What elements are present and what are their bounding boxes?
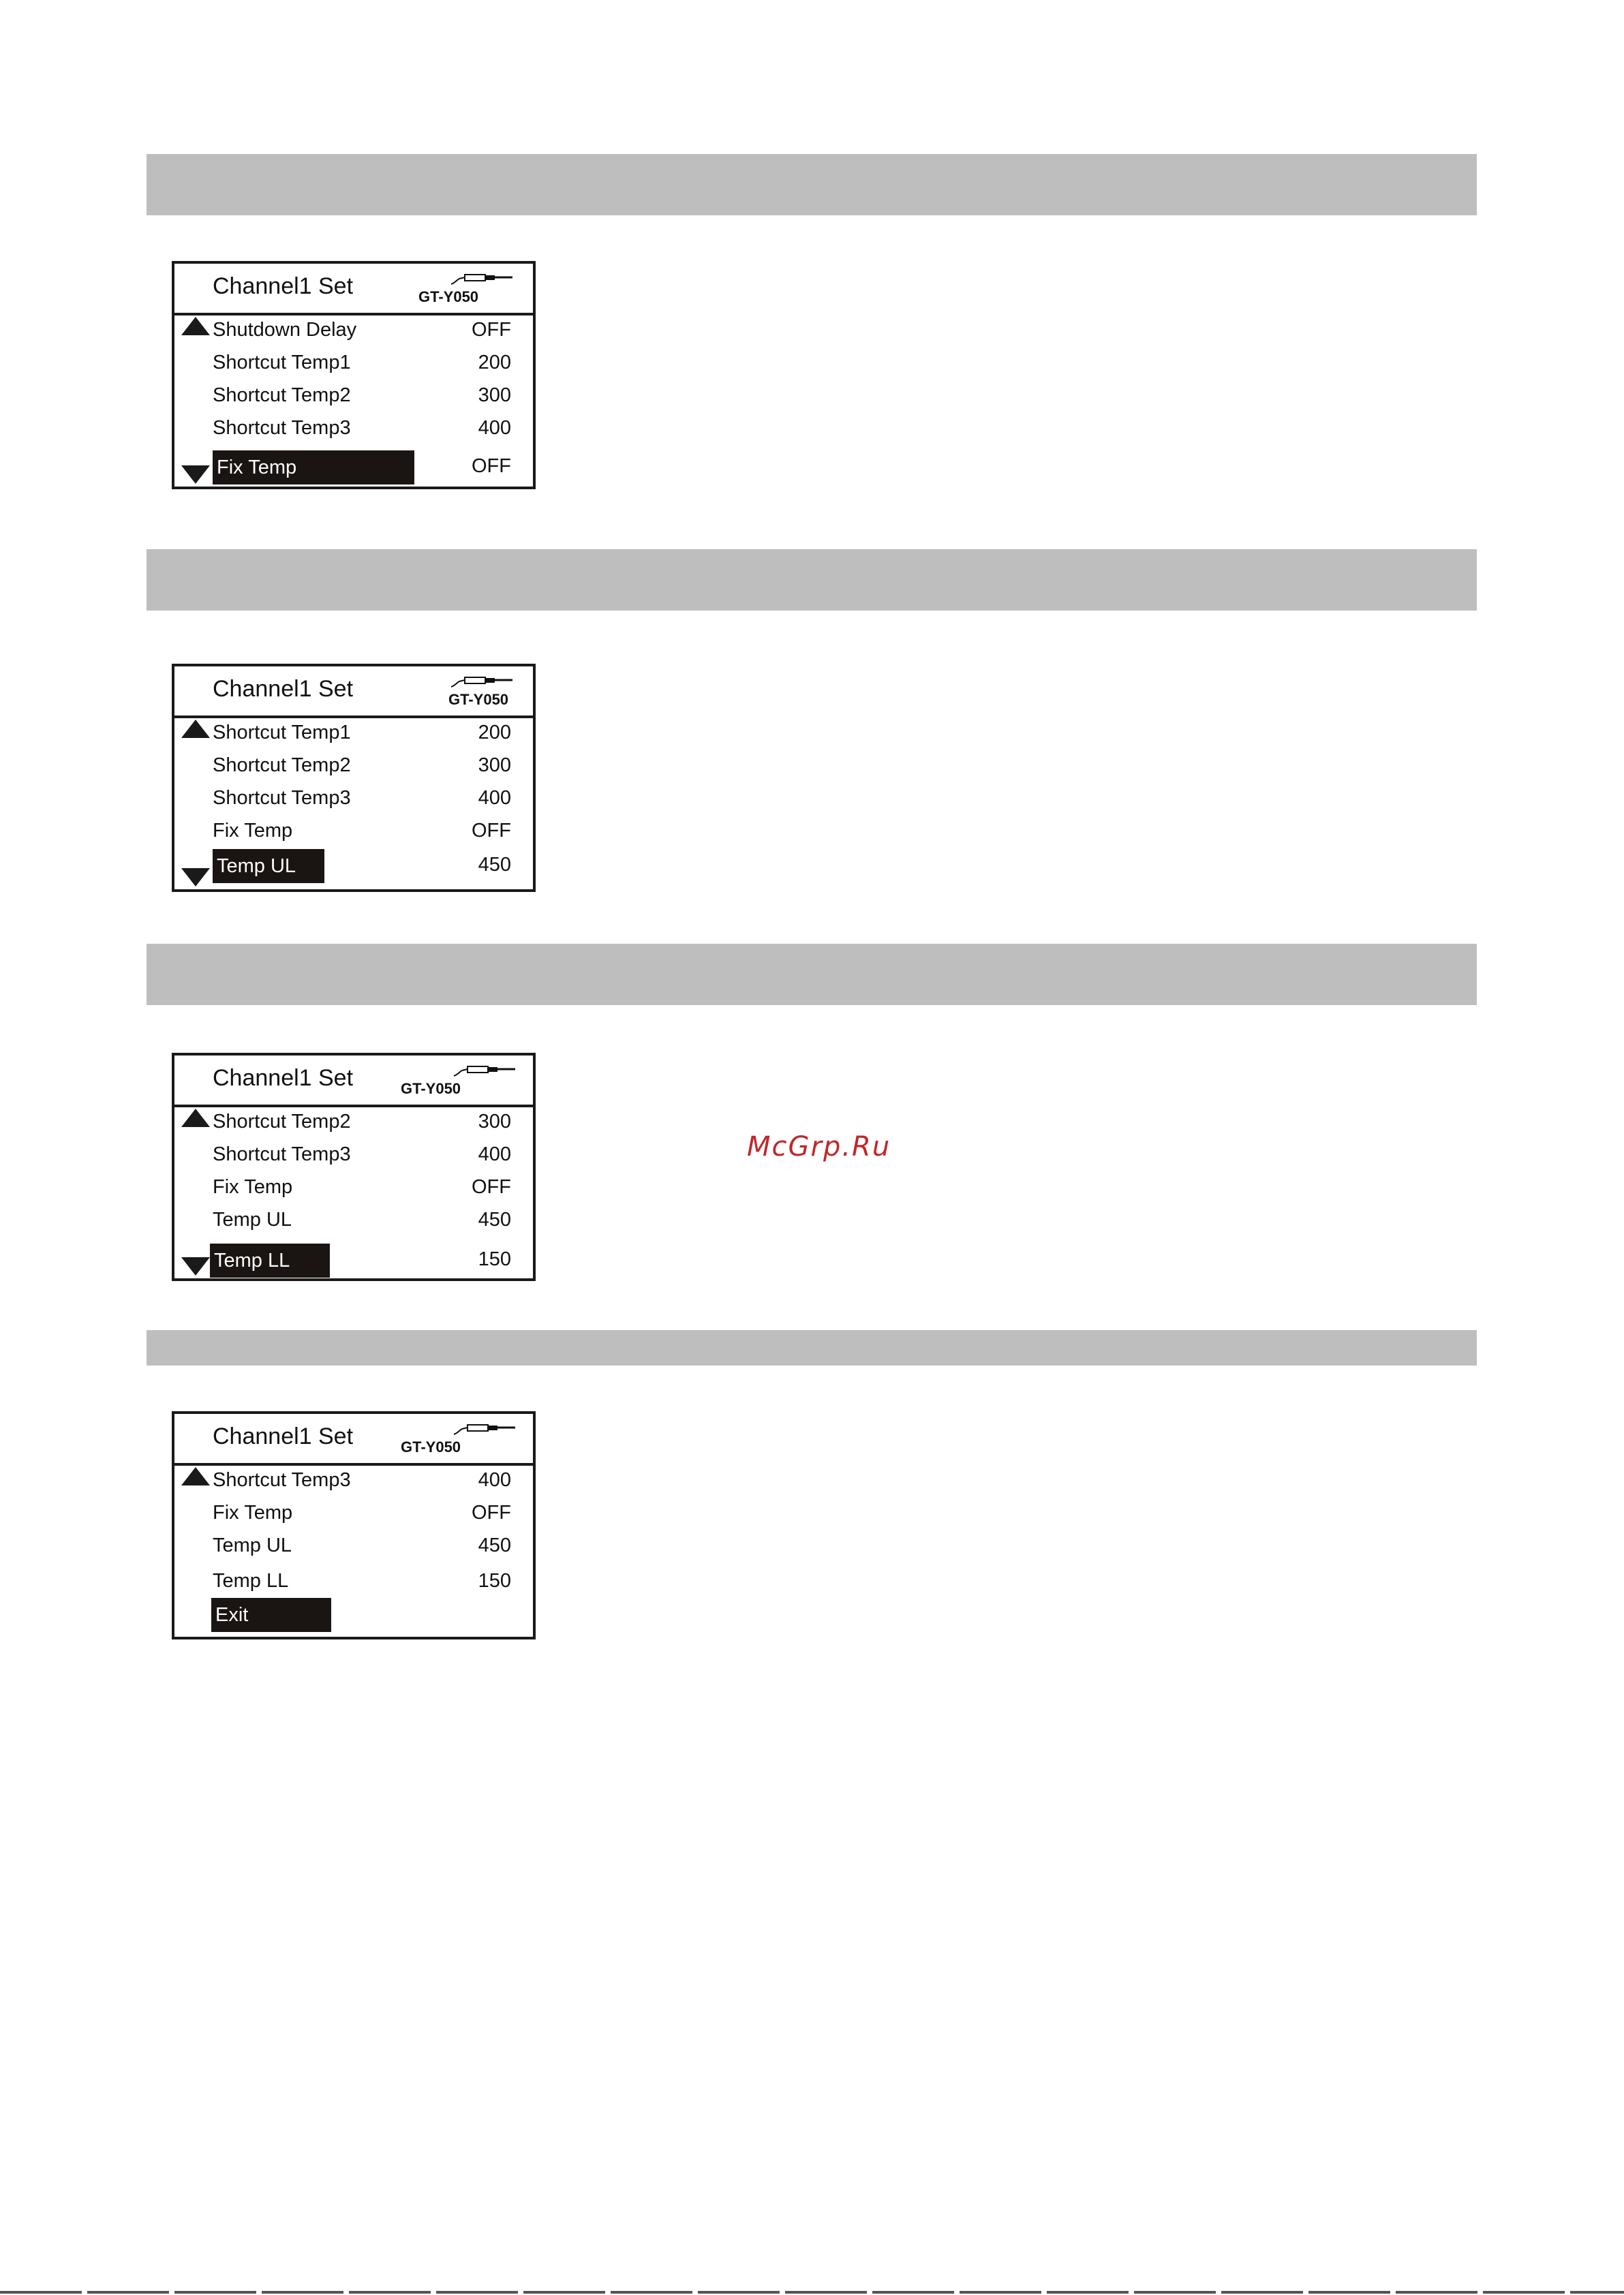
screen-header bbox=[174, 1414, 533, 1466]
menu-row-value: 200 bbox=[478, 352, 511, 373]
menu-row[interactable] bbox=[174, 781, 533, 814]
menu-row-selected[interactable] bbox=[174, 848, 533, 880]
menu-row-label: Shutdown Delay bbox=[213, 319, 357, 341]
menu-row-label: Shortcut Temp3 bbox=[213, 417, 351, 439]
lcd-screen-3 bbox=[172, 1053, 536, 1281]
menu-row-value: 450 bbox=[478, 854, 511, 876]
screen-title: Channel1 Set bbox=[213, 273, 354, 299]
menu-row[interactable] bbox=[174, 1203, 533, 1235]
menu-row-label: Shortcut Temp1 bbox=[213, 722, 351, 743]
screen-header bbox=[174, 666, 533, 718]
soldering-iron-icon bbox=[450, 672, 514, 690]
menu-row-value: 400 bbox=[478, 417, 511, 439]
lcd-screen-4 bbox=[172, 1411, 536, 1639]
menu-row-label: Shortcut Temp2 bbox=[213, 384, 351, 406]
screen-title: Channel1 Set bbox=[213, 1423, 354, 1449]
menu-row-value: 300 bbox=[478, 384, 511, 406]
menu-row-selected[interactable] bbox=[174, 1242, 533, 1275]
menu-row-label: Temp UL bbox=[213, 1535, 292, 1556]
menu-row[interactable] bbox=[174, 345, 533, 378]
menu-row-label: Fix Temp bbox=[213, 1502, 293, 1524]
lcd-screen-1 bbox=[172, 261, 536, 489]
screen-header bbox=[174, 264, 533, 315]
menu-row-value: 400 bbox=[478, 787, 511, 809]
model-label: GT-Y050 bbox=[418, 288, 479, 305]
menu-row-value: 400 bbox=[478, 1143, 511, 1165]
menu-row-label: Fix Temp bbox=[213, 1176, 293, 1198]
menu-row[interactable] bbox=[174, 1170, 533, 1203]
screen-header bbox=[174, 1056, 533, 1107]
menu-row[interactable] bbox=[174, 715, 533, 748]
menu-row-label: Shortcut Temp2 bbox=[213, 1111, 351, 1133]
menu-row-selected[interactable] bbox=[174, 449, 533, 482]
screen-title: Channel1 Set bbox=[213, 676, 354, 702]
menu-row-value: 450 bbox=[478, 1209, 511, 1231]
menu-row-label: Shortcut Temp1 bbox=[213, 352, 351, 373]
menu-row-value: 150 bbox=[478, 1570, 511, 1592]
page-bottom-rule bbox=[0, 2291, 1624, 2294]
menu-row[interactable] bbox=[174, 1564, 533, 1597]
menu-row[interactable] bbox=[174, 313, 533, 345]
section-header-band-4 bbox=[147, 1330, 1477, 1366]
menu-row-label: Temp UL bbox=[213, 849, 324, 883]
section-header-band-3 bbox=[147, 944, 1477, 1005]
menu-row-value: 450 bbox=[478, 1535, 511, 1556]
menu-row[interactable] bbox=[174, 1105, 533, 1137]
section-header-band-2 bbox=[147, 549, 1477, 611]
menu-row[interactable] bbox=[174, 814, 533, 846]
menu-row[interactable] bbox=[174, 411, 533, 444]
menu-row-label: Fix Temp bbox=[213, 450, 414, 484]
exit-option: Exit bbox=[211, 1598, 331, 1632]
menu-row-value: 200 bbox=[478, 722, 511, 743]
menu-row-label: Shortcut Temp3 bbox=[213, 1143, 351, 1165]
menu-row[interactable] bbox=[174, 1496, 533, 1528]
menu-row-value: OFF bbox=[472, 319, 511, 341]
menu-row-value: 400 bbox=[478, 1469, 511, 1491]
menu-row-label: Shortcut Temp3 bbox=[213, 1469, 351, 1491]
menu-row-label: Fix Temp bbox=[213, 820, 293, 842]
menu-row-value: 150 bbox=[478, 1248, 511, 1270]
soldering-iron-icon bbox=[450, 269, 514, 287]
menu-row-value: OFF bbox=[472, 820, 511, 842]
screen-title: Channel1 Set bbox=[213, 1065, 354, 1091]
menu-row-value: 300 bbox=[478, 754, 511, 776]
menu-row-label: Temp LL bbox=[213, 1570, 289, 1592]
menu-row-label: Temp UL bbox=[213, 1209, 292, 1231]
model-label: GT-Y050 bbox=[401, 1080, 461, 1097]
menu-row[interactable] bbox=[174, 1528, 533, 1561]
soldering-iron-icon bbox=[453, 1061, 517, 1079]
model-label: GT-Y050 bbox=[401, 1438, 461, 1455]
menu-row-value: OFF bbox=[472, 1176, 511, 1198]
menu-row[interactable] bbox=[174, 1137, 533, 1170]
model-label: GT-Y050 bbox=[448, 691, 509, 708]
menu-row-value: OFF bbox=[472, 1502, 511, 1524]
lcd-screen-2 bbox=[172, 664, 536, 892]
soldering-iron-icon bbox=[453, 1419, 517, 1437]
menu-row[interactable] bbox=[174, 378, 533, 411]
menu-row[interactable] bbox=[174, 748, 533, 781]
menu-row-selected[interactable] bbox=[174, 1597, 533, 1629]
menu-row-label: Shortcut Temp2 bbox=[213, 754, 351, 776]
menu-row-label: Shortcut Temp3 bbox=[213, 787, 351, 809]
menu-row-value: 300 bbox=[478, 1111, 511, 1133]
menu-row[interactable] bbox=[174, 1463, 533, 1496]
menu-row-label: Temp LL bbox=[210, 1244, 330, 1278]
menu-row-value: OFF bbox=[472, 455, 511, 477]
watermark: McGrp.Ru bbox=[747, 1131, 891, 1162]
section-header-band-1 bbox=[147, 154, 1477, 215]
